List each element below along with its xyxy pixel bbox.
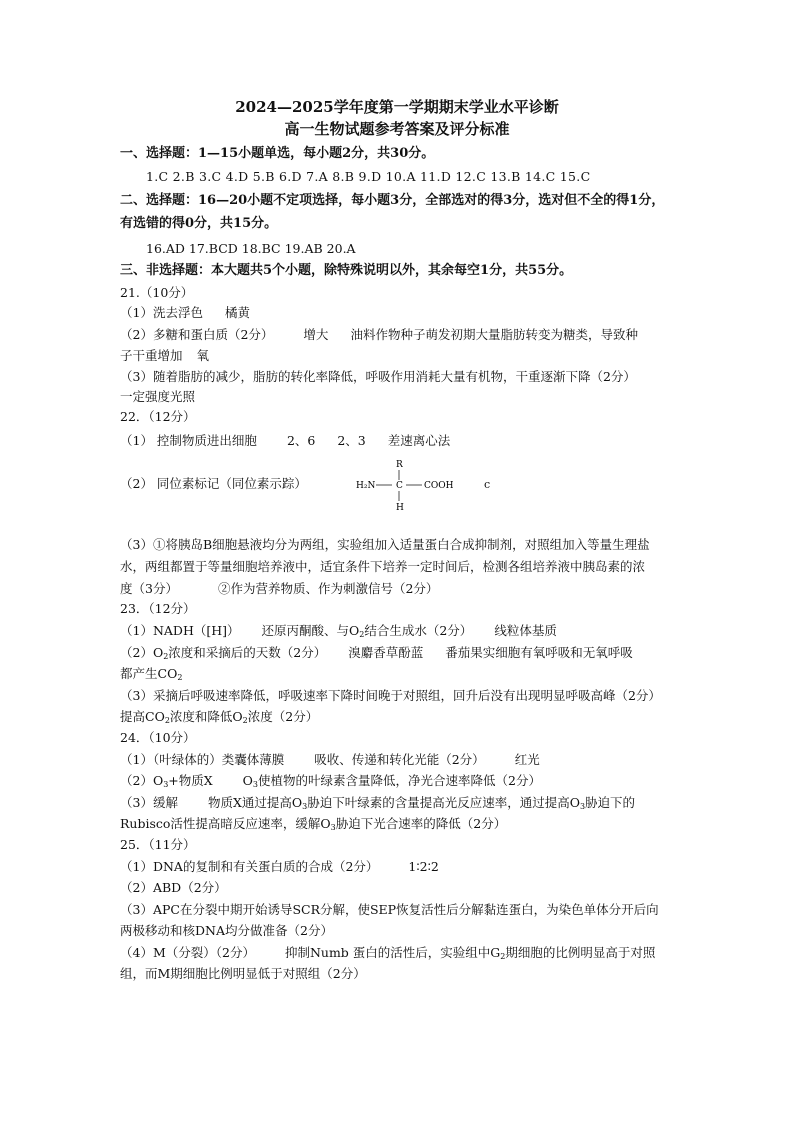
- q25-part1: [120, 858, 710, 876]
- q21-part2-cont: [120, 347, 710, 365]
- q21-p2e: 氧: [196, 348, 210, 363]
- page-title: 2024—2025学年度第一学期期末学业水平诊断: [235, 98, 559, 116]
- q24-p1c: 红光: [514, 752, 540, 767]
- q24-p3b-sub2: 3: [579, 802, 586, 811]
- q23-part2-cont: [120, 665, 710, 687]
- q23-part3-cont: [120, 708, 710, 730]
- q25-part4-cont: 组，而M期细胞比例明显低于对照组（2分）: [120, 966, 366, 981]
- amino-acid-structure-formula: [356, 458, 496, 514]
- formula-h2n: H₂N: [356, 481, 376, 491]
- q21-p1a: （1）洗去浮色: [120, 305, 203, 320]
- q21-p2d: 子干重增加: [120, 348, 183, 363]
- section3-heading: 三、非选择题：本大题共5个小题，除特殊说明以外，其余每空1分，共55分。: [120, 263, 573, 278]
- formula-h: H: [396, 503, 404, 513]
- q24-p3b3: 胁迫下叶绿素的含量提高光反应速率，通过提高O: [307, 795, 580, 810]
- section2-heading-a: 二、选择题：16—20小题不定项选择，每小题3分，全部选对的得3分，选对但不全的得1分，: [120, 193, 665, 208]
- q24-p1a: （1）（叶绿体的）类囊体薄膜: [120, 752, 285, 767]
- q25-part2: （2）ABD（2分）: [120, 880, 227, 895]
- q21-part3: （3）随着脂肪的减少，脂肪的转化率降低，呼吸作用消耗大量有机物，干重逐渐下降（2分）: [120, 369, 636, 384]
- q23-p2a1: （2）O: [120, 645, 164, 660]
- q24-p2b3: 使植物的叶绿素含量降低，净光合速率降低（2分）: [258, 773, 541, 788]
- q23-p3b5: 浓度（2分）: [247, 709, 319, 724]
- q21-p2c: 油料作物种子萌发初期大量脂肪转变为糖类，导致种: [350, 327, 638, 342]
- q24-p3b1: 物质X通过提高O: [207, 795, 303, 810]
- section2-answers: 16.AD 17.BCD 18.BC 19.AB 20.A: [146, 241, 356, 256]
- q22-part3-c: [120, 580, 710, 598]
- q24-p3c-sub: 3: [330, 823, 336, 832]
- q25-p1a: （1）DNA的复制和有关蛋白质的合成（2分）: [120, 859, 379, 874]
- q24-p3a: （3）缓解: [120, 795, 178, 810]
- q23-part2: [120, 644, 710, 666]
- q24-p3c3: 胁迫下光合速率的降低（2分）: [335, 816, 507, 831]
- q22-part1: [120, 432, 710, 450]
- section2-heading-b: 有选错的得0分，共15分。: [120, 216, 278, 231]
- q22-p1b: 2、6: [286, 433, 316, 448]
- q22-p1a: （1） 控制物质进出细胞: [120, 433, 257, 448]
- q25-heading: 25．（11分）: [120, 837, 196, 852]
- formula-r: R: [396, 460, 403, 470]
- q24-p2a3: +物质X: [168, 773, 213, 788]
- q22-part3-b: 水，两组都置于等量细胞培养液中，适宜条件下培养一定时间后，检测各组培养液中胰岛素的浓: [120, 559, 646, 574]
- q23-p3b1: 提高CO: [120, 709, 165, 724]
- q25-p4b1: 抑制Numb 蛋白的活性后，实验组中G: [284, 945, 501, 960]
- q23-part1: [120, 622, 710, 644]
- q25-p1b: 1∶2∶2: [408, 859, 439, 874]
- q24-p2b1: O: [242, 773, 253, 788]
- q23-p1b3: 结合生成水（2分）: [364, 623, 473, 638]
- q25-part3: （3）APC在分裂中期开始诱导SCR分解，使SEP恢复活性后分解黏连蛋白，为染色单体分开后向: [120, 902, 659, 917]
- q23-p3b-sub2: 2: [242, 716, 248, 725]
- q24-p3b-sub1: 3: [302, 802, 308, 811]
- q23-p2b: 溴麝香草酚蓝: [348, 645, 424, 660]
- q24-p3b5: 胁迫下的: [585, 795, 636, 810]
- q21-p2b: 增大: [303, 327, 329, 342]
- q24-p2a-sub: 3: [163, 780, 169, 789]
- q23-p1b-sub: 2: [359, 630, 365, 639]
- q24-p2a1: （2）O: [120, 773, 164, 788]
- q24-heading: 24．（10分）: [120, 730, 196, 745]
- q24-part3-cont: [120, 815, 710, 837]
- q22-heading: 22．（12分）: [120, 409, 196, 424]
- q23-p1a: （1）NADH（[H]）: [120, 623, 240, 638]
- section1-heading: 一、选择题：1—15小题单选，每小题2分，共30分。: [120, 146, 435, 161]
- q25-p4b3: 期细胞的比例明显高于对照: [505, 945, 656, 960]
- q23-p2a: [120, 645, 326, 660]
- q22-p1c: 2、3: [337, 433, 366, 448]
- formula-cooh: COOH: [424, 481, 454, 491]
- q22-p3d: ②作为营养物质、作为刺激信号（2分）: [217, 581, 439, 596]
- q21-part3-cont: 一定强度光照: [120, 389, 196, 404]
- q21-part2: [120, 326, 710, 344]
- q22-p1d: 差速离心法: [387, 433, 451, 448]
- q21-part1: [120, 304, 710, 322]
- q23-p1b: [262, 623, 473, 638]
- q23-p2d-sub: 2: [177, 673, 183, 682]
- q22-formula-label: c: [484, 478, 491, 491]
- section1-answers: 1.C 2.B 3.C 4.D 5.B 6.D 7.A 8.B 9.D 10.A 11.D 12.C 13.B 14.C 15.C: [146, 169, 591, 184]
- q24-p3c1: Rubisco活性提高暗反应速率，缓解O: [120, 816, 331, 831]
- q24-part2: [120, 772, 710, 794]
- q22-part2: （2） 同位素标记（同位素示踪）: [120, 476, 307, 491]
- q25-part4: [120, 944, 710, 966]
- q25-p4a: （4）M（分裂）（2分）: [120, 945, 255, 960]
- q24-part3: [120, 794, 710, 816]
- q23-p2a3: 浓度和采摘后的天数（2分）: [168, 645, 327, 660]
- q23-p1c: 线粒体基质: [494, 623, 557, 638]
- q22-p3c: 度（3分）: [120, 581, 178, 596]
- q25-part3-cont: 两极移动和核DNA均分做准备（2分）: [120, 923, 333, 938]
- q23-part3: （3）采摘后呼吸速率降低，呼吸速率下降时间晚于对照组，回升后没有出现明显呼吸高峰（2分）: [120, 688, 661, 703]
- q21-p1b: 橘黄: [224, 305, 250, 320]
- q23-p3b3: 浓度和降低O: [169, 709, 243, 724]
- formula-c: C: [396, 481, 403, 491]
- q24-p1b: 吸收、传递和转化光能（2分）: [314, 752, 485, 767]
- q23-p3b-sub1: 2: [164, 716, 170, 725]
- q23-p2a-sub: 2: [163, 652, 169, 661]
- q23-p2d1: 都产生CO: [120, 666, 178, 681]
- q21-heading: 21.（10分）: [120, 285, 194, 300]
- q21-p2a: （2）多糖和蛋白质（2分）: [120, 327, 274, 342]
- q23-p1b1: 还原丙酮酸、与O: [261, 623, 360, 638]
- q22-part3-a: （3）①将胰岛B细胞悬液均分为两组，实验组加入适量蛋白合成抑制剂，对照组加入等量生理盐: [120, 537, 650, 552]
- q25-p4b-sub: 2: [500, 952, 506, 961]
- page-subtitle: 高一生物试题参考答案及评分标准: [284, 120, 510, 138]
- q23-heading: 23．（12分）: [120, 601, 196, 616]
- q24-part1: [120, 751, 710, 769]
- q23-p2c: 番茄果实细胞有氧呼吸和无氧呼吸: [445, 645, 633, 660]
- q24-p2b-sub: 3: [252, 780, 259, 789]
